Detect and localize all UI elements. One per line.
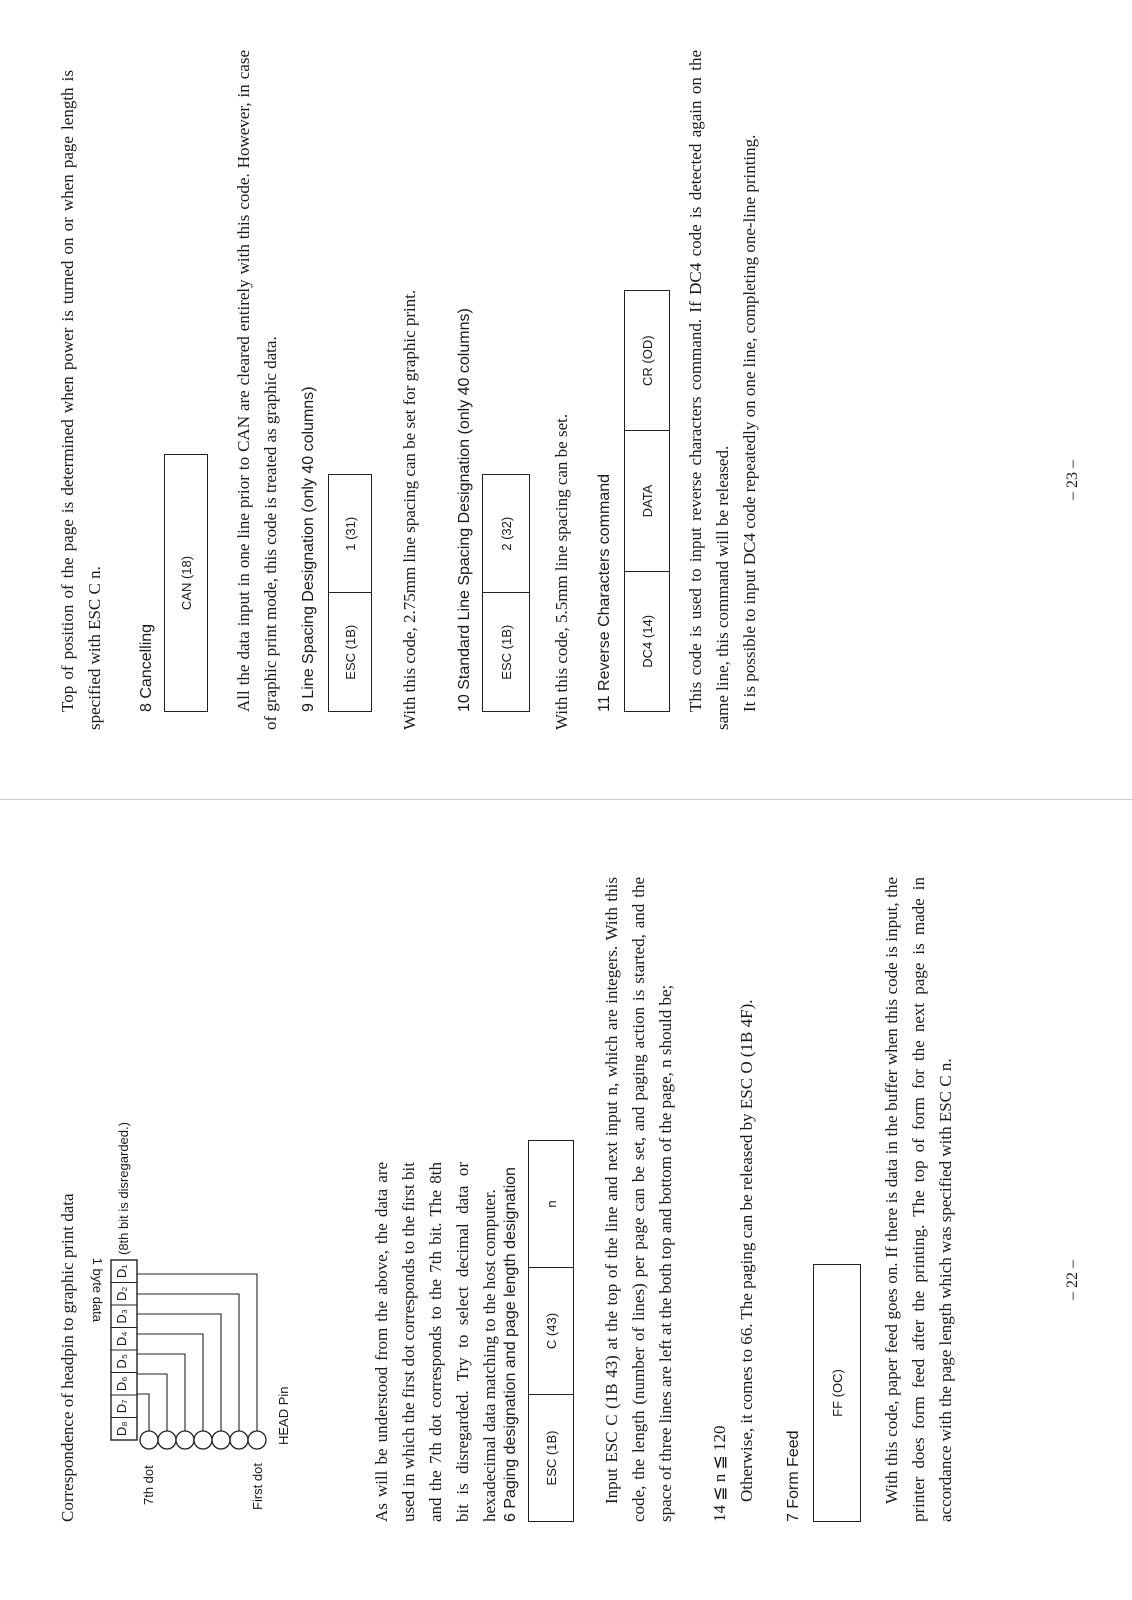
pin-1 <box>248 1431 266 1449</box>
section6-heading: 6 Paging designation and page length designation <box>502 1167 519 1522</box>
pin-2 <box>230 1431 248 1449</box>
section7-code-box <box>813 1264 861 1522</box>
code-cell: CAN (18) <box>178 555 194 611</box>
code-cell: FF (OC) <box>829 1369 845 1417</box>
bit-d2: D₂ <box>114 1286 129 1301</box>
section6-range: 14 ≦ n ≦ 120 <box>710 1425 729 1522</box>
label-first-dot: First dot <box>250 1463 265 1510</box>
disregarded-note: (8th bit is disregarded.) <box>116 1122 131 1255</box>
bit-labels <box>114 1260 129 1440</box>
bit-d5: D₅ <box>114 1353 129 1369</box>
page-number-22: – 22 – <box>1064 1260 1081 1300</box>
section11-paragraph-1: This code is used to input reverse characters command. If DC4 code is detected again on the same line, this command will be released. <box>686 50 732 730</box>
section10-paragraph: With this code, 5.5mm line spacing can be set. <box>552 413 571 730</box>
section9-heading: 9 Line Spacing Designation (only 40 columns) <box>300 386 317 712</box>
section11-code-box <box>624 290 670 712</box>
section8-code-box <box>164 454 208 712</box>
code-cell: ESC (1B) <box>483 593 529 712</box>
section10-code-box <box>482 474 530 712</box>
section8-heading: 8 Cancelling <box>138 623 155 712</box>
code-cell: DATA <box>625 430 669 570</box>
section6-code-box <box>528 1140 574 1522</box>
section8-paragraph: All the data input in one line prior to CAN are cleared entirely with this code. However, in case of graphic print mode, this code is treated as graphic data. <box>234 50 280 730</box>
page-number-23: – 23 – <box>1064 460 1081 500</box>
diagram-title: Correspondence of headpin to graphic print data <box>58 1193 77 1522</box>
bit-d7: D₇ <box>114 1399 129 1414</box>
section6-otherwise: Otherwise, it comes to 66. The paging can be released by ESC O (1B 4F). <box>737 999 756 1502</box>
section9-paragraph: With this code, 2.75mm line spacing can be set for graphic print. <box>400 289 419 730</box>
code-cell: DC4 (14) <box>625 571 669 711</box>
pin-5 <box>176 1431 194 1449</box>
section9-code-box <box>328 474 372 712</box>
bit-d6: D₆ <box>114 1376 129 1392</box>
section11-paragraph-2: It is possible to input DC4 code repeatedly on one line, completing one-line printing. <box>740 134 759 712</box>
code-cell: C (43) <box>529 1267 573 1394</box>
bit-d8: D₈ <box>114 1421 129 1437</box>
section10-heading: 10 Standard Line Spacing Designation (only 40 columns) <box>456 308 473 712</box>
code-cell: ESC (1B) <box>529 1394 573 1521</box>
label-7th-dot: 7th dot <box>141 1465 156 1505</box>
code-cell: 1 (31) <box>342 516 358 551</box>
code-cell: 2 (32) <box>498 516 514 551</box>
pin-6 <box>158 1431 176 1449</box>
section7-paragraph: With this code, paper feed goes on. If there is data in the buffer when this code is input, the printer does form feed after the printing. The top of form for the next page is made in accordance with the page length which was specified with ESC C n. <box>882 877 955 1522</box>
pin-3 <box>212 1431 230 1449</box>
code-cell: ESC (1B) <box>329 593 371 712</box>
section11-heading: 11 Reverse Characters command <box>596 473 613 712</box>
intro-paragraph: Top of position of the page is determined when power is turned on or when page length is specified with ESC C n. <box>58 70 104 730</box>
headpin-diagram <box>100 1150 350 1450</box>
bit-d3: D₃ <box>114 1308 129 1324</box>
pin-4 <box>194 1431 212 1449</box>
bit-d4: D₄ <box>114 1331 129 1347</box>
section7-heading: 7 Form Feed <box>785 1430 802 1522</box>
explain-paragraph: As will be understood from the above, the data are used in which the first dot corresponds to the first bit and the 7th dot corresponds to the 7th bit. The 8th bit is disregarded. Try to select decimal data or hexadecimal data matching to the host computer. <box>372 1162 499 1522</box>
byte-label: 1 byte data <box>90 1257 105 1322</box>
pin-7 <box>140 1431 158 1449</box>
bit-d1: D₁ <box>114 1264 129 1279</box>
code-cell: CR (OD) <box>639 335 655 386</box>
section6-paragraph: Input ESC C (1B 43) at the top of the line and next input n, which are integers. With this code, the length (number of lines) per page can be set, and paging action is started, and the space of three lines are left at the both top and bottom of the page, n should be; <box>602 877 675 1522</box>
label-head-pin: HEAD Pin <box>276 1386 291 1445</box>
page-22 <box>0 800 1132 1600</box>
code-cell: n <box>543 1200 559 1208</box>
